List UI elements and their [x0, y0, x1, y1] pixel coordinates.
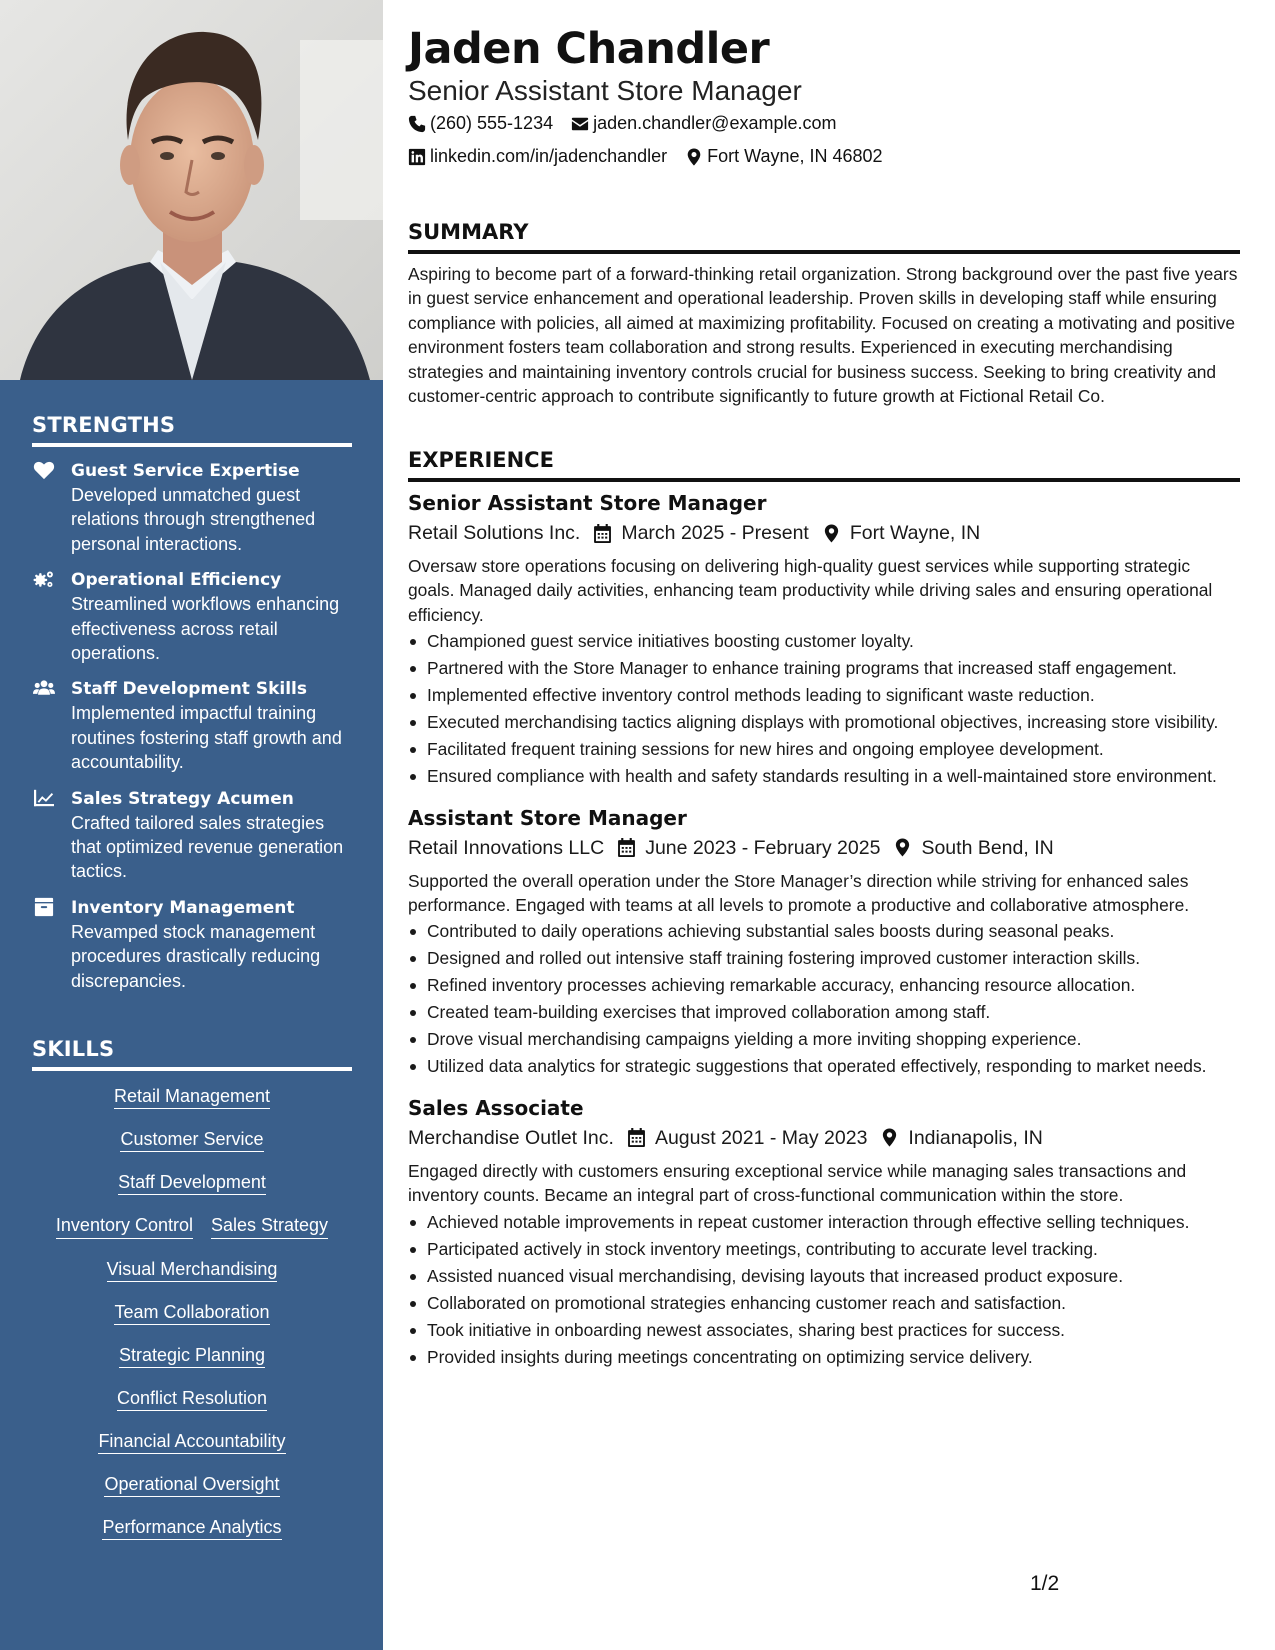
- linkedin-icon: [408, 148, 426, 166]
- job-bullet: Championed guest service initiatives boosting customer loyalty.: [408, 629, 1240, 653]
- calendar-icon: [628, 1128, 645, 1147]
- job-bullet: Facilitated frequent training sessions for new hires and ongoing employee development.: [408, 737, 1240, 761]
- job-dates: March 2025 - Present: [621, 522, 809, 544]
- page-number: 1/2: [1030, 1572, 1060, 1595]
- portrait-image: [0, 0, 383, 380]
- skill-tag: [32, 1301, 352, 1325]
- skill-tag: [32, 1085, 352, 1109]
- skill-tag-label: Retail Management: [114, 1086, 270, 1109]
- profile-photo: [0, 0, 383, 380]
- strength-title: Sales Strategy Acumen: [71, 788, 294, 809]
- map-pin-icon: [881, 1128, 898, 1147]
- strength-title: Guest Service Expertise: [71, 461, 300, 481]
- job-bullets: [408, 629, 1240, 788]
- strength-description: Revamped stock management procedures drastically reducing discrepancies.: [71, 921, 321, 991]
- job-bullet: Took initiative in onboarding newest associates, sharing best practices for success.: [408, 1318, 1240, 1342]
- calendar-icon: [618, 838, 635, 857]
- job-entry: [408, 1095, 1240, 1369]
- skill-tag-label: Financial Accountability: [98, 1431, 285, 1454]
- calendar-icon: [594, 524, 611, 543]
- gears-icon: [32, 569, 56, 589]
- job-bullets: [408, 1210, 1240, 1369]
- strength-item: [32, 459, 352, 556]
- job-bullet: Implemented effective inventory control methods leading to significant waste reduction.: [408, 683, 1240, 707]
- job-title: Senior Assistant Store Manager: [408, 491, 767, 515]
- sidebar: [0, 0, 383, 1650]
- job-bullet: Ensured compliance with health and safety standards resulting in a well-maintained store environment.: [408, 764, 1240, 788]
- strength-title: Operational Efficiency: [71, 570, 282, 591]
- strength-description: Crafted tailored sales strategies that optimized revenue generation tactics.: [71, 812, 344, 882]
- map-pin-icon: [894, 838, 911, 857]
- strength-description: Developed unmatched guest relations through strengthened personal interactions.: [71, 485, 316, 554]
- skill-tag-label: Team Collaboration: [114, 1302, 269, 1325]
- candidate-name: Jaden Chandler: [408, 24, 770, 74]
- skill-tag-label: Operational Oversight: [104, 1474, 279, 1497]
- job-description: Oversaw store operations focusing on delivering high-quality guest services while supporting strategic goals. Managed daily activities, enhancing team productivity while driving sales and ensuring operational efficiency.: [408, 556, 1213, 625]
- skill-tag-label: Customer Service: [120, 1129, 263, 1152]
- contact-row: [408, 113, 855, 134]
- experience-list: [408, 490, 1240, 1385]
- skill-tag-label: Staff Development: [118, 1172, 266, 1195]
- job-meta: [408, 1124, 1240, 1152]
- skill-tag: [32, 1258, 352, 1282]
- skill-tag: [32, 1344, 352, 1368]
- location-contact: [685, 146, 882, 167]
- strengths-list: [32, 459, 352, 1005]
- job-meta: [408, 834, 1240, 862]
- skill-tag: Sales Strategy: [211, 1214, 328, 1239]
- job-company: Merchandise Outlet Inc.: [408, 1126, 614, 1149]
- job-bullet: Utilized data analytics for strategic suggestions that operated effectively, responding to market needs.: [408, 1054, 1240, 1078]
- strength-item: [32, 677, 352, 774]
- strength-title: Inventory Management: [71, 897, 295, 918]
- job-bullet: Executed merchandising tactics aligning displays with promotional objectives, increasing store visibility.: [408, 710, 1240, 734]
- experience-heading: EXPERIENCE: [408, 448, 1240, 482]
- job-entry: [408, 805, 1240, 1079]
- job-location: Fort Wayne, IN: [849, 522, 981, 544]
- summary-heading: SUMMARY: [408, 220, 1240, 254]
- job-bullet: Refined inventory processes achieving remarkable accuracy, enhancing resource allocation.: [408, 973, 1240, 997]
- job-bullet: Designed and rolled out intensive staff training fostering improved customer interaction skills.: [408, 946, 1240, 970]
- job-bullet: Partnered with the Store Manager to enhance training programs that increased staff engagement.: [408, 656, 1240, 680]
- job-bullet: Achieved notable improvements in repeat customer interaction through effective selling techniques.: [408, 1210, 1240, 1234]
- email-text[interactable]: jaden.chandler@example.com: [593, 113, 837, 133]
- job-bullet: Provided insights during meetings concentrating on optimizing service delivery.: [408, 1345, 1240, 1369]
- skill-tag: [32, 1128, 352, 1152]
- phone-icon: [408, 115, 426, 133]
- job-description: Supported the overall operation under the Store Manager’s direction while striving for enhanced sales performance. Engaged with teams at all levels to promote a productive and collaborative atmosphere.: [408, 870, 1190, 916]
- skill-tag: [32, 1430, 352, 1454]
- skill-tag: [32, 1516, 352, 1540]
- job-title: Sales Associate: [408, 1095, 584, 1120]
- heart-icon: [32, 460, 56, 480]
- job-bullet: Collaborated on promotional strategies enhancing customer reach and satisfaction.: [408, 1291, 1240, 1315]
- contact-row: [408, 146, 901, 167]
- strength-item: [32, 896, 352, 993]
- job-company: Retail Solutions Inc.: [408, 522, 581, 544]
- phone-contact: [408, 113, 553, 134]
- job-company: Retail Innovations LLC: [408, 836, 605, 859]
- skill-tag: [32, 1473, 352, 1497]
- location-text: Fort Wayne, IN 46802: [707, 146, 883, 166]
- box-icon: [32, 897, 56, 917]
- email-contact[interactable]: [571, 113, 836, 134]
- strength-item: [32, 787, 352, 884]
- map-pin-icon: [823, 524, 840, 543]
- envelope-icon: [571, 115, 589, 133]
- strength-description: Implemented impactful training routines fostering staff growth and accountability.: [71, 703, 342, 773]
- job-bullet: Contributed to daily operations achieving substantial sales boosts during seasonal peaks.: [408, 919, 1240, 943]
- skill-tag-label: Visual Merchandising: [107, 1259, 278, 1282]
- linkedin-text[interactable]: linkedin.com/in/jadenchandler: [430, 146, 668, 166]
- strength-item: [32, 568, 352, 665]
- strength-title: Staff Development Skills: [71, 679, 307, 700]
- phone-text: (260) 555-1234: [430, 113, 554, 133]
- skills-heading: SKILLS: [32, 1037, 352, 1071]
- skill-tag: [32, 1387, 352, 1411]
- candidate-title: Senior Assistant Store Manager: [408, 75, 802, 106]
- skill-tag-label: Conflict Resolution: [117, 1388, 267, 1411]
- job-bullet: Assisted nuanced visual merchandising, devising layouts that increased product exposure.: [408, 1264, 1240, 1288]
- job-bullet: Created team-building exercises that improved collaboration among staff.: [408, 1000, 1240, 1024]
- skills-list: [32, 1085, 352, 1540]
- skill-tag: [32, 1171, 352, 1195]
- job-entry: [408, 490, 1240, 789]
- chart-line-icon: [32, 788, 56, 808]
- job-bullets: [408, 919, 1240, 1078]
- job-location: South Bend, IN: [921, 836, 1054, 859]
- users-icon: [32, 678, 56, 698]
- map-pin-icon: [685, 148, 703, 166]
- job-meta: [408, 519, 1240, 547]
- skill-tag: Inventory Control: [56, 1214, 193, 1239]
- job-description: Engaged directly with customers ensuring exceptional service while managing sales transactions and inventory counts. Became an integral part of cross-functional communication within the store.: [408, 1160, 1187, 1206]
- skill-tag-label: Strategic Planning: [119, 1345, 265, 1368]
- strength-description: Streamlined workflows enhancing effectiveness across retail operations.: [71, 594, 340, 664]
- strengths-heading: STRENGTHS: [32, 413, 352, 447]
- summary-text: Aspiring to become part of a forward-thinking retail organization. Strong background over the past five years in guest service enhancement and operational leadership. Proven skills in developing staff while ensuring compliance with policies, all aimed at maximizing profitability. Focused on creating a motivating and positive environment fosters team collaboration and strong results. Experienced in executing merchandising strategies and maintaining inventory controls crucial for business success. Seeking to bring creativity and customer-centric approach to contribute significantly to future growth at Fictional Retail Co.: [408, 264, 1238, 407]
- job-dates: August 2021 - May 2023: [654, 1126, 868, 1149]
- job-dates: June 2023 - February 2025: [645, 836, 881, 859]
- skill-tag-label: Performance Analytics: [102, 1517, 281, 1540]
- job-title: Assistant Store Manager: [408, 805, 687, 830]
- job-location: Indianapolis, IN: [908, 1126, 1043, 1149]
- job-bullet: Drove visual merchandising campaigns yielding a more inviting shopping experience.: [408, 1027, 1240, 1051]
- job-bullet: Participated actively in stock inventory meetings, contributing to accurate level tracking.: [408, 1237, 1240, 1261]
- linkedin-contact[interactable]: [408, 146, 667, 167]
